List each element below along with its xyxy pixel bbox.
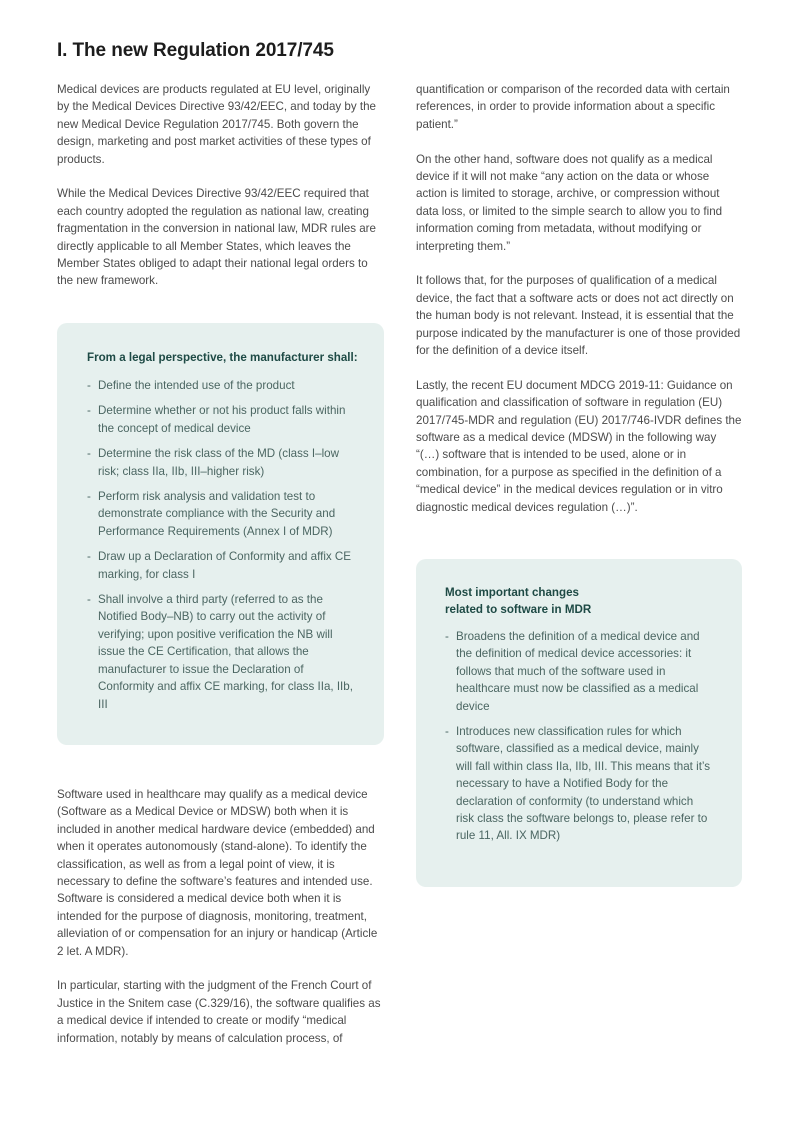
paragraph: Lastly, the recent EU document MDCG 2019-11: Guidance on qualification and classification of software in regulation (EU) 2017/745-MDR and regulation (EU) 2017/746-IVDR defines the software as a medical device (MDSW) in the following way “(…) software that is intended to be used, alone or in combination, for a purpose as specified in the definition of a “medical device” in the medical devices regulation or in vitro diagnostic medical devices regulation (…)”.	[416, 378, 742, 514]
list-item	[87, 402, 357, 437]
mdr-changes-box	[416, 559, 742, 887]
list-item-text: Perform risk analysis and validation test to demonstrate compliance with the Security and Performance Requirements (Annex I of MDR)	[98, 490, 336, 538]
paragraph: In particular, starting with the judgment of the French Court of Justice in the Snitem case (C.329/16), the software qualifies as a medical device if intended to create or modify “medical information, notably by means of calculation process, of	[57, 979, 381, 1045]
dash-bullet: -	[87, 447, 91, 461]
obligations-list	[87, 377, 357, 721]
list-item-text: Draw up a Declaration of Conformity and affix CE marking, for class I	[98, 550, 352, 581]
dash-bullet: -	[87, 593, 91, 607]
right-column	[416, 81, 742, 534]
dash-bullet: -	[87, 550, 91, 564]
dash-bullet: -	[445, 630, 449, 643]
paragraph: Software used in healthcare may qualify as a medical device (Software as a Medical Device or MDSW) both when it is included in another medical hardware device (embedded) and when it operates autonomously (stand-alone). To identify the classification, as well as from a legal point of view, it is necessary to define the software’s features and intended use. Software is considered a medical device both when it is intended for the purpose of diagnosis, monitoring, treatment, alleviation of or compensation for an injury or handicap (Article 2 let. A MDR).	[57, 788, 378, 958]
left-column-intro	[57, 81, 385, 307]
list-item	[87, 488, 357, 540]
paragraph: While the Medical Devices Directive 93/42/EEC required that each country adopted the regulation as national law, creating fragmentation in the conversion in national law, MDR rules are directly applicable to all Member States, which leaves the Member States obliged to adapt their national legal orders to the new framework.	[57, 187, 376, 288]
list-item	[445, 723, 713, 845]
list-item	[87, 591, 357, 713]
list-item	[87, 548, 357, 583]
box-heading	[445, 584, 715, 619]
dash-bullet: -	[87, 379, 91, 392]
dash-bullet: -	[445, 725, 449, 739]
list-item-text: Shall involve a third party (referred to as the Notified Body–NB) to carry out the activity of verifying; upon positive verification the NB will issue the CE Certification, that allows the manufacturer to issue the Declaration of Conformity and affix CE marking, for class IIa, IIb, III	[98, 593, 353, 711]
changes-list	[445, 628, 713, 853]
dash-bullet: -	[87, 404, 91, 418]
list-item	[445, 628, 713, 715]
left-column-software	[57, 786, 385, 1064]
list-item-text: Determine whether or not his product falls within the concept of medical device	[98, 404, 346, 435]
list-item-text: Introduces new classification rules for which software, classified as a medical device, mainly will fall within class IIa, IIb, III. This means that it’s necessary to have a Notified Body for the declaration of conformity (to understand which risk class the software belongs to, please refer to rule 11, All. IX MDR)	[456, 725, 711, 843]
box-heading: From a legal perspective, the manufacturer shall:	[87, 351, 358, 364]
list-item-text: Define the intended use of the product	[98, 379, 295, 392]
paragraph: Medical devices are products regulated at EU level, originally by the Medical Devices Directive 93/42/EEC, and today by the new Medical Device Regulation 2017/745. Both govern the design, marketing and post market activities of these types of products.	[57, 83, 376, 166]
manufacturer-obligations-box	[57, 323, 384, 745]
list-item-text: Determine the risk class of the MD (class I–low risk; class IIa, IIb, III–higher risk)	[98, 447, 339, 478]
paragraph: quantification or comparison of the recorded data with certain references, in order to provide information about a specific patient.”	[416, 83, 730, 131]
list-item-text: Broadens the definition of a medical device and the definition of medical device accessories: it follows that much of the software used in healthcare must now be classified as a medical device	[456, 630, 700, 713]
list-item	[87, 377, 357, 394]
box-heading-line: related to software in MDR	[445, 603, 592, 617]
dash-bullet: -	[87, 490, 91, 504]
paragraph: On the other hand, software does not qualify as a medical device if it will not make “any action on the data or whose action is limited to storage, archive, or compression without data loss, or limited to the simple search to allow you to find information coming from metadata, without modifying or interpreting them.”	[416, 152, 723, 253]
box-heading-line: Most important changes	[445, 586, 579, 599]
paragraph: It follows that, for the purposes of qualification of a medical device, the fact that a software acts or does not act directly on the human body is not relevant. Instead, it is essential that the purpose indicated by the manufacturer is one of those provided for the definition of a device itself.	[416, 274, 741, 358]
page-title: I. The new Regulation 2017/745	[57, 40, 334, 61]
list-item	[87, 445, 357, 480]
